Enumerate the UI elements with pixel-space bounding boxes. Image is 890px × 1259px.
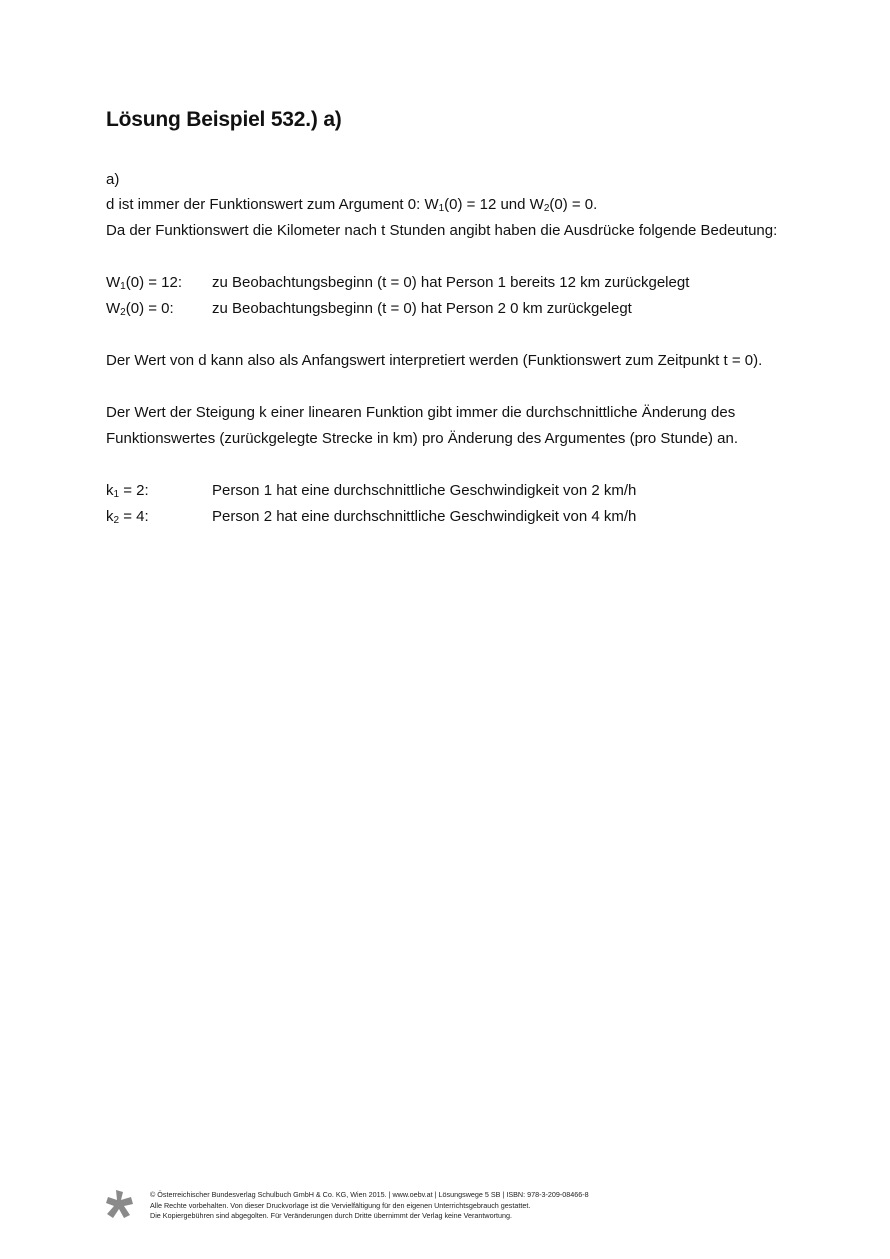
w2-subscript: 2 bbox=[120, 307, 126, 318]
d-interpretation: Der Wert von d kann also als Anfangswert interpretiert werden (Funktionswert zum Zeitpunkt t = 0). bbox=[106, 352, 763, 369]
intro-sub1: 1 bbox=[438, 203, 445, 214]
k1-expression: = 2: bbox=[119, 482, 149, 499]
explanation-line: Da der Funktionswert die Kilometer nach t Stunden angibt haben die Ausdrücke folgende Bedeutung: bbox=[106, 222, 778, 239]
intro-pre: d ist immer der Funktionswert zum Argument 0: W bbox=[106, 196, 439, 213]
w2-symbol: W bbox=[106, 300, 121, 317]
footer-copyright bbox=[150, 1190, 589, 1222]
footer-line2: Alle Rechte vorbehalten. Von dieser Druckvorlage ist die Vervielfältigung für den eigenen Unterrichtsgebrauch gestattet. bbox=[150, 1200, 531, 1210]
k1-label bbox=[106, 481, 149, 501]
k2-description: Person 2 hat eine durchschnittliche Geschwindigkeit von 4 km/h bbox=[212, 508, 637, 525]
footer-line3: Die Kopiergebühren sind abgegolten. Für Veränderungen durch Dritte übernimmt der Verlag keine Verantwortung. bbox=[150, 1211, 512, 1220]
k1-description: Person 1 hat eine durchschnittliche Geschwindigkeit von 2 km/h bbox=[212, 482, 637, 499]
intro-line bbox=[106, 195, 597, 215]
oebv-logo-icon bbox=[104, 1188, 136, 1220]
w1-expression: (0) = 12: bbox=[125, 274, 183, 291]
k1-subscript: 1 bbox=[113, 489, 120, 500]
intro-sub2: 2 bbox=[543, 203, 550, 214]
page-title: Lösung Beispiel 532.) a) bbox=[106, 108, 342, 131]
w1-subscript: 1 bbox=[120, 281, 126, 292]
k2-expression: = 4: bbox=[119, 508, 149, 525]
k1-symbol: k bbox=[106, 482, 114, 499]
w2-label bbox=[106, 299, 174, 319]
k2-symbol: k bbox=[106, 508, 114, 525]
w1-description: zu Beobachtungsbeginn (t = 0) hat Person 1 bereits 12 km zurückgelegt bbox=[212, 274, 690, 291]
w2-description: zu Beobachtungsbeginn (t = 0) hat Person 2 0 km zurückgelegt bbox=[212, 300, 632, 317]
w1-symbol: W bbox=[106, 274, 121, 291]
w2-expression: (0) = 0: bbox=[125, 300, 174, 317]
k-explanation-line1: Der Wert der Steigung k einer linearen Funktion gibt immer die durchschnittliche Änderung des bbox=[106, 404, 736, 421]
intro-post: (0) = 0. bbox=[549, 196, 598, 213]
intro-mid: (0) = 12 und W bbox=[444, 196, 544, 213]
footer-line1: © Österreichischer Bundesverlag Schulbuch GmbH & Co. KG, Wien 2015. | www.oebv.at | Lösungswege 5 SB | ISBN: 978-3-209-08466-8 bbox=[150, 1190, 589, 1199]
part-label: a) bbox=[106, 171, 120, 188]
k-explanation-line2: Funktionswertes (zurückgelegte Strecke in km) pro Änderung des Argumentes (pro Stunde) an. bbox=[106, 430, 738, 447]
w1-label bbox=[106, 273, 182, 293]
k2-subscript: 2 bbox=[113, 515, 120, 526]
k2-label bbox=[106, 507, 149, 527]
